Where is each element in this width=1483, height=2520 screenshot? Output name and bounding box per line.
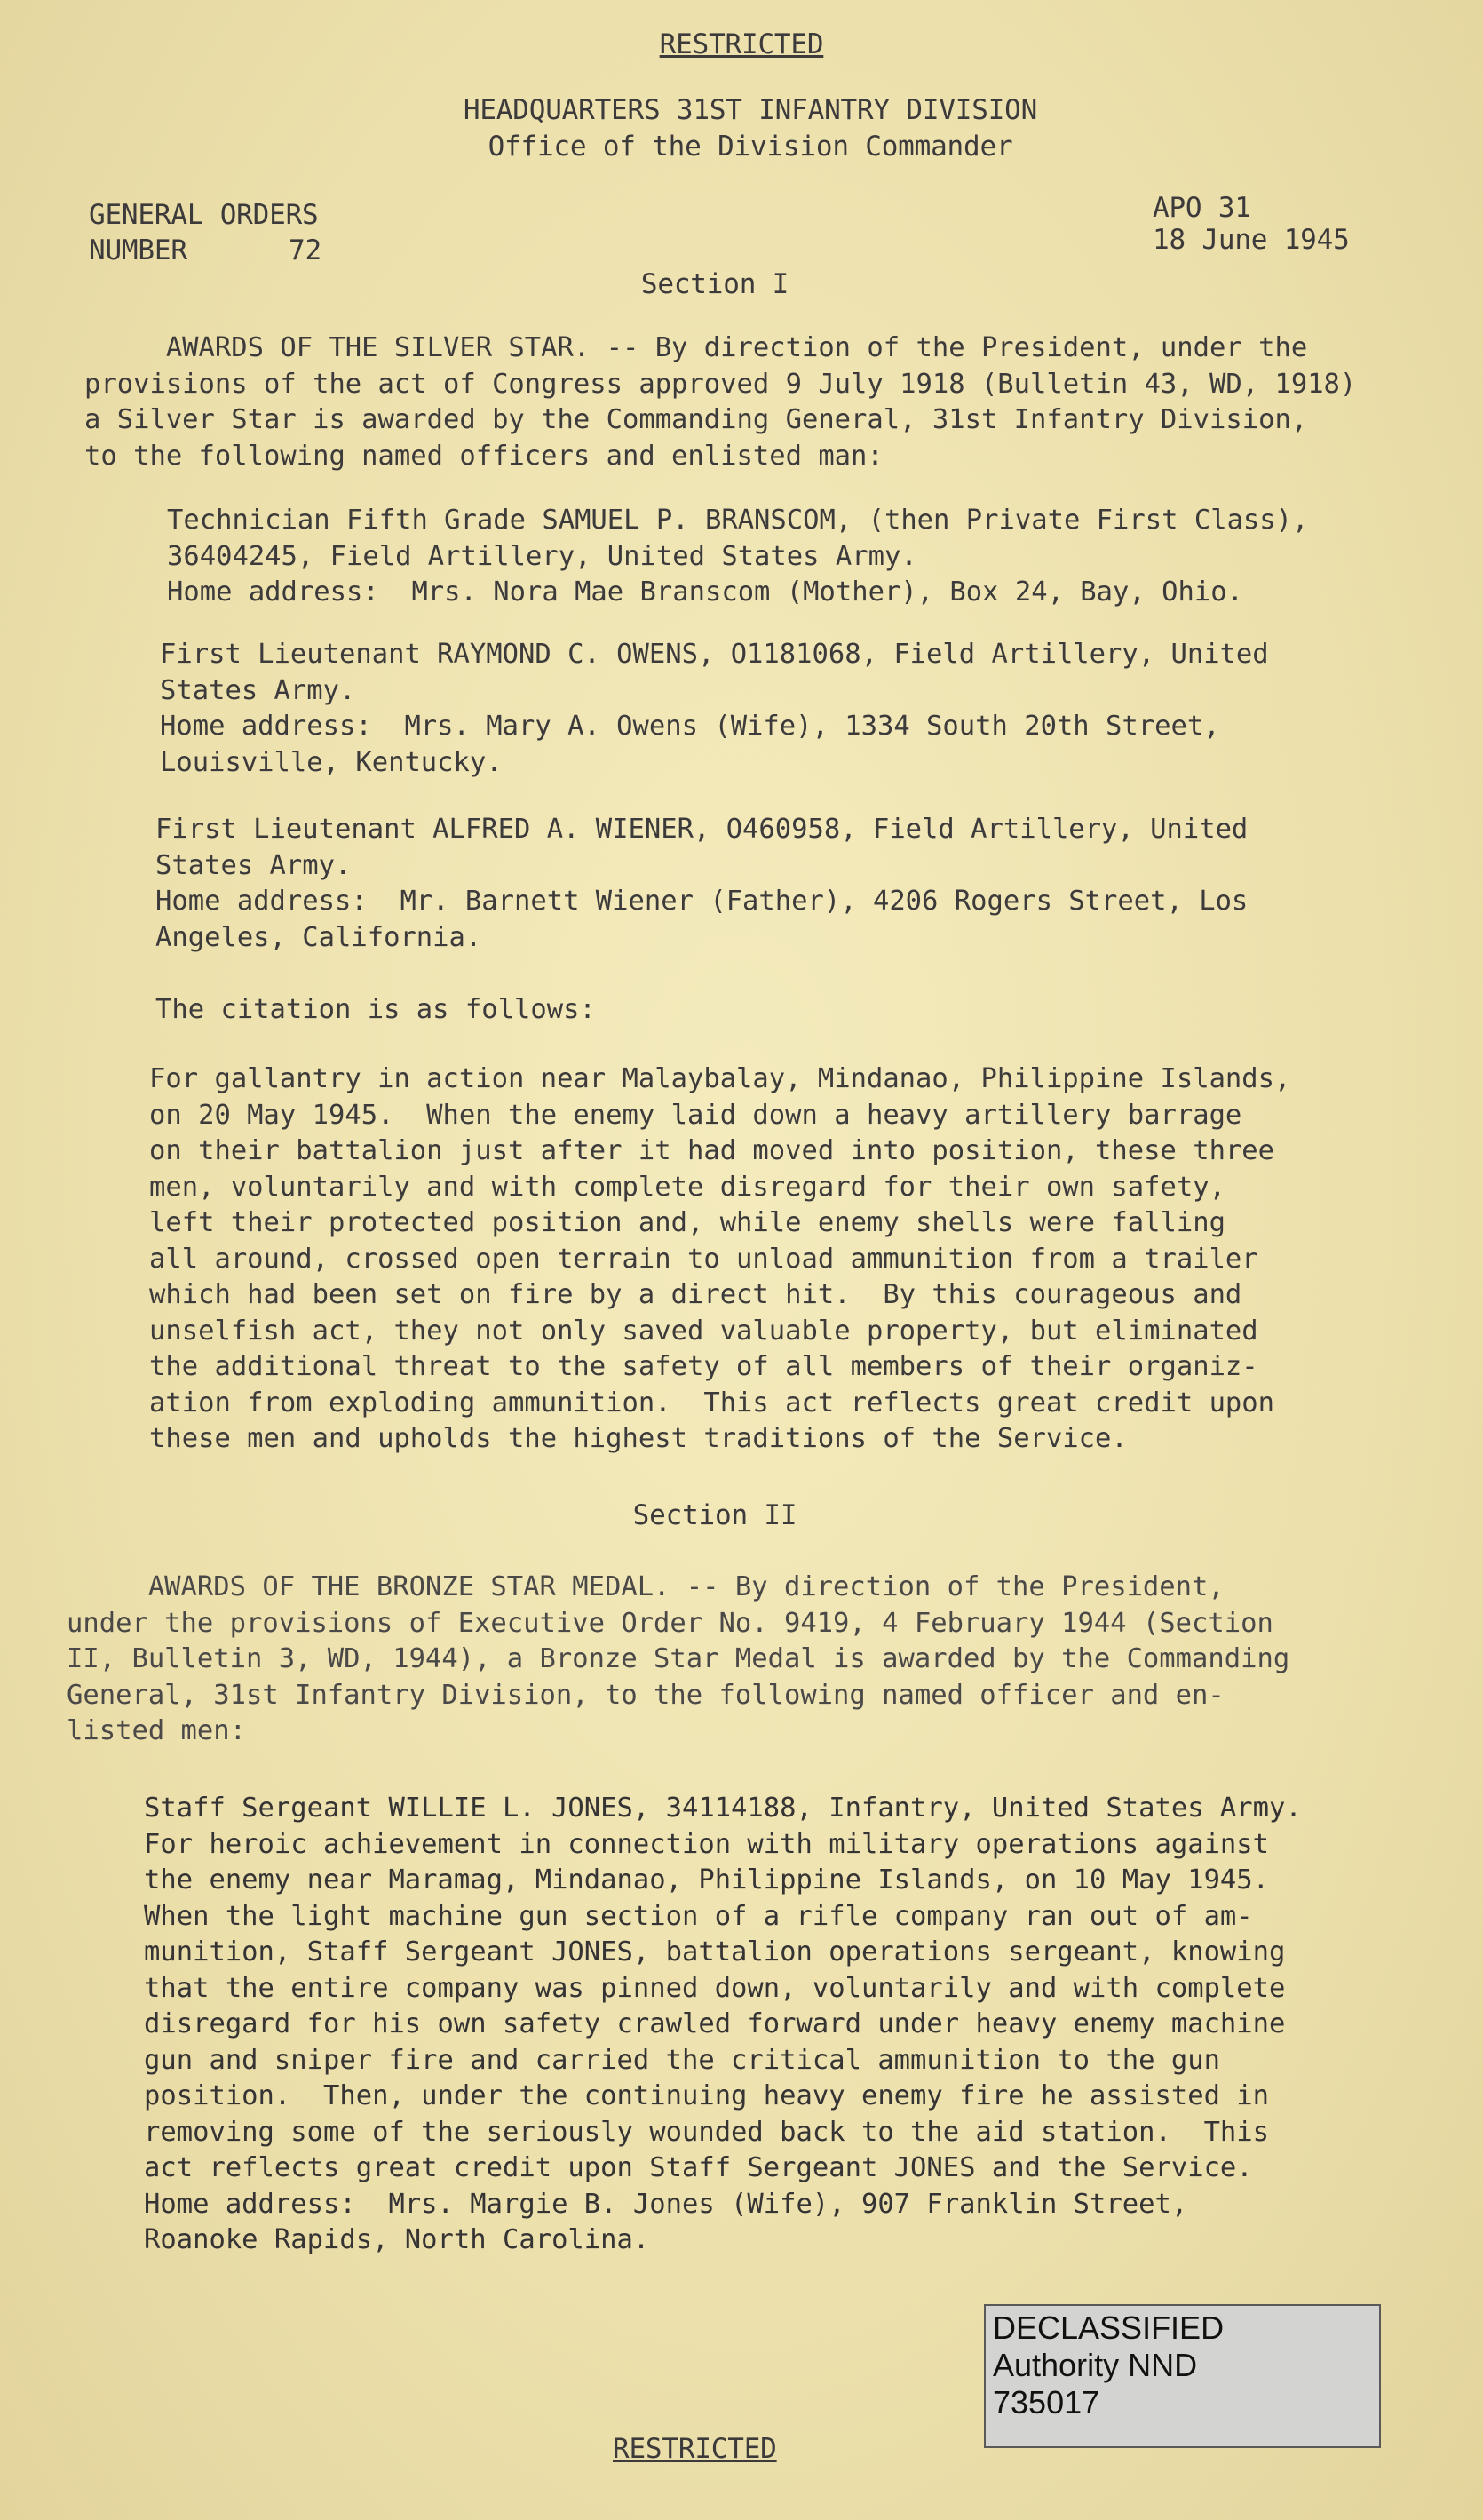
text-line: the additional threat to the safety of all members of their organiz-	[149, 1351, 1258, 1382]
text-line: For heroic achievement in connection with military operations against	[144, 1828, 1270, 1860]
order-date: 18 June 1945	[1153, 224, 1350, 256]
recipient-jones	[144, 1791, 1302, 2259]
number-value: 72	[289, 235, 321, 266]
text-line: under the provisions of Executive Order No. 9419, 4 February 1944 (Section	[67, 1607, 1273, 1639]
text-line: which had been set on fire by a direct hit. By this courageous and	[149, 1279, 1242, 1310]
general-orders-label: GENERAL ORDERS	[89, 199, 319, 231]
text-line: ation from exploding ammunition. This act reflects great credit upon	[149, 1387, 1275, 1419]
text-line: all around, crossed open terrain to unload ammunition from a trailer	[149, 1243, 1258, 1275]
text-line: Angeles, California.	[155, 921, 482, 953]
citation-intro: The citation is as follows:	[155, 994, 596, 1025]
declassified-stamp	[984, 2304, 1381, 2448]
text-line: II, Bulletin 3, WD, 1944), a Bronze Star Medal is awarded by the Commanding	[67, 1643, 1290, 1674]
stamp-line: Authority NND	[993, 2347, 1198, 2383]
text-line: Roanoke Rapids, North Carolina.	[144, 2224, 650, 2255]
section-1-title: Section I	[640, 268, 789, 300]
restricted-marking-bottom: RESTRICTED	[613, 2433, 777, 2465]
text-line: provisions of the act of Congress approved 9 July 1918 (Bulletin 43, WD, 1918)	[84, 368, 1357, 400]
section-2-title: Section II	[632, 1499, 797, 1531]
text-line: Home address: Mrs. Mary A. Owens (Wife), 1334 South 20th Street,	[160, 711, 1220, 742]
number-label: NUMBER	[89, 235, 187, 266]
text-line: on their battalion just after it had moved into position, these three	[149, 1135, 1275, 1166]
text-line: Staff Sergeant WILLIE L. JONES, 34114188, Infantry, United States Army.	[144, 1793, 1302, 1824]
text-line: AWARDS OF THE BRONZE STAR MEDAL. -- By direction of the President,	[67, 1571, 1225, 1602]
stamp-line: 735017	[993, 2384, 1100, 2421]
text-line: First Lieutenant ALFRED A. WIENER, O460958, Field Artillery, United	[155, 814, 1249, 845]
restricted-marking-top: RESTRICTED	[659, 28, 824, 60]
text-line: men, voluntarily and with complete disregard for their own safety,	[149, 1171, 1225, 1203]
text-line: Home address: Mrs. Nora Mae Branscom (Mother), Box 24, Bay, Ohio.	[167, 576, 1243, 608]
section-1-intro	[84, 330, 1356, 474]
apo-number: APO 31	[1153, 192, 1251, 224]
text-line: to the following named officers and enlisted man:	[84, 440, 884, 472]
stamp-line: DECLASSIFIED	[993, 2309, 1225, 2346]
text-line: disregard for his own safety crawled forward under heavy enemy machine	[144, 2008, 1286, 2039]
section-2-intro	[67, 1570, 1289, 1750]
text-line: unselfish act, they not only saved valuable property, but eliminated	[149, 1315, 1258, 1347]
recipient-branscom	[167, 503, 1308, 611]
text-line: position. Then, under the continuing heavy enemy fire he assisted in	[144, 2080, 1270, 2111]
text-line: munition, Staff Sergeant JONES, battalion operations sergeant, knowing	[144, 1936, 1286, 1968]
text-line: Home address: Mrs. Margie B. Jones (Wife), 907 Franklin Street,	[144, 2188, 1188, 2220]
headquarters-title: HEADQUARTERS 31ST INFANTRY DIVISION	[463, 94, 1038, 126]
text-line: AWARDS OF THE SILVER STAR. -- By direction of the President, under the	[84, 332, 1308, 363]
text-line: removing some of the seriously wounded back to the aid station. This	[144, 2116, 1270, 2148]
text-line: For gallantry in action near Malaybalay, Mindanao, Philippine Islands,	[149, 1063, 1291, 1094]
text-line: General, 31st Infantry Division, to the following named officer and en-	[67, 1679, 1225, 1711]
text-line: Technician Fifth Grade SAMUEL P. BRANSCOM, (then Private First Class),	[167, 505, 1309, 536]
text-line: 36404245, Field Artillery, United States Army.	[167, 540, 917, 572]
text-line: on 20 May 1945. When the enemy laid down a heavy artillery barrage	[149, 1099, 1242, 1131]
recipient-wiener	[155, 812, 1248, 956]
recipient-owens	[160, 637, 1269, 781]
text-line: listed men:	[67, 1715, 246, 1746]
text-line: left their protected position and, while enemy shells were falling	[149, 1207, 1225, 1238]
citation-text	[149, 1061, 1290, 1458]
text-line: When the light machine gun section of a rifle company ran out of am-	[144, 1900, 1253, 1932]
text-line: that the entire company was pinned down, voluntarily and with complete	[144, 1972, 1286, 2004]
text-line: States Army.	[160, 674, 356, 706]
text-line: States Army.	[155, 849, 352, 881]
text-line: First Lieutenant RAYMOND C. OWENS, O1181068, Field Artillery, United	[160, 639, 1269, 670]
text-line: Home address: Mr. Barnett Wiener (Father), 4206 Rogers Street, Los	[155, 886, 1249, 917]
text-line: gun and sniper fire and carried the critical ammunition to the gun	[144, 2044, 1220, 2076]
text-line: these men and upholds the highest traditions of the Service.	[149, 1423, 1128, 1454]
text-line: Louisville, Kentucky.	[160, 746, 503, 778]
text-line: the enemy near Maramag, Mindanao, Philippine Islands, on 10 May 1945.	[144, 1864, 1270, 1896]
text-line: act reflects great credit upon Staff Sergeant JONES and the Service.	[144, 2152, 1253, 2183]
office-subtitle: Office of the Division Commander	[488, 131, 1013, 163]
text-line: a Silver Star is awarded by the Commanding General, 31st Infantry Division,	[84, 404, 1308, 435]
